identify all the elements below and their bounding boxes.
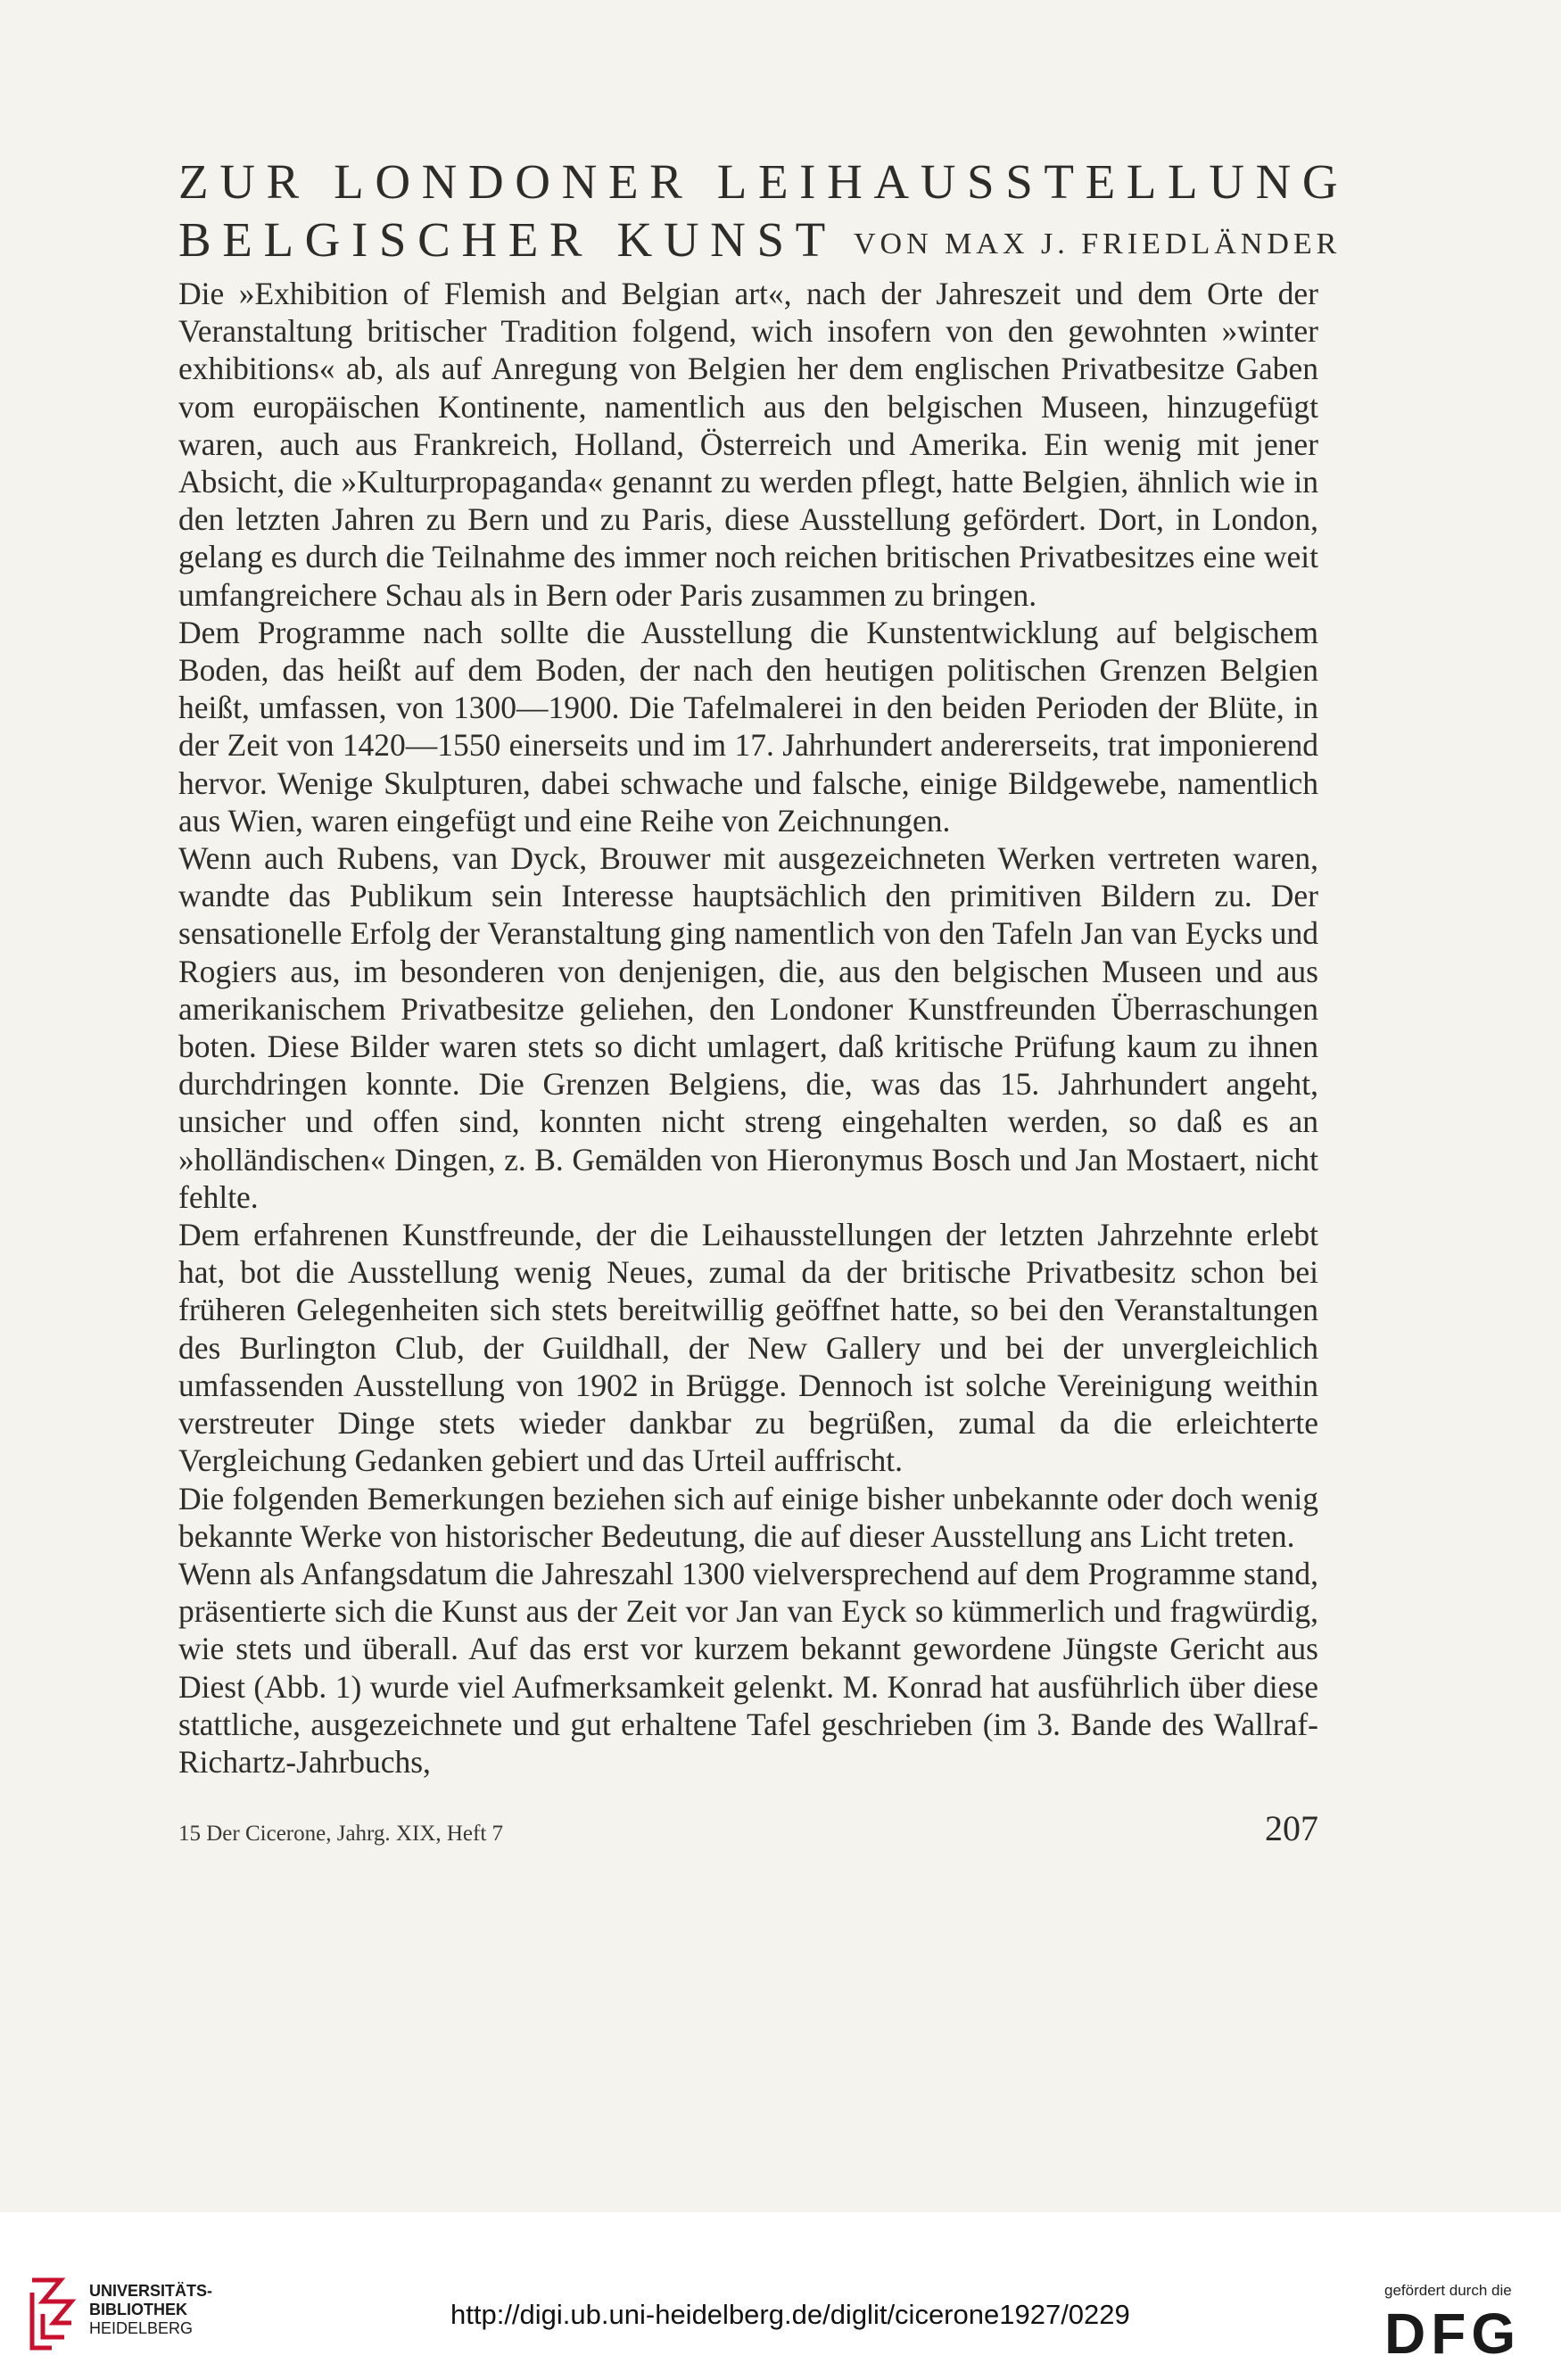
- paragraph: Wenn als Anfangsdatum die Jahreszahl 1300 vielversprechend auf dem Programme stand, präsentierte sich die Kunst aus der Zeit vor Jan van Eyck so kümmerlich und fragwürdig, wie stets und überall. Auf das erst vor kurzem bekannt gewordene Jüngste Gericht aus Diest (Abb. 1) wurde viel Aufmerksamkeit gelenkt. M. Konrad hat ausführlich über diese stattliche, ausgezeichnete und gut erhaltene Tafel geschrieben (im 3. Bande des Wallraf-Richartz-Jahrbuchs,: [178, 1555, 1318, 1780]
- paragraph: Die folgenden Bemerkungen beziehen sich auf einige bisher unbekannte oder doch wenig bekannte Werke von historischer Bedeutung, die auf dieser Ausstellung ans Licht treten.: [178, 1480, 1318, 1554]
- digitization-banner: [0, 2212, 1561, 2380]
- funding-caption: gefördert durch die: [1384, 2282, 1512, 2299]
- library-name-line: BIBLIOTHEK: [89, 2301, 187, 2318]
- page-number: 207: [1265, 1808, 1318, 1848]
- permalink-url[interactable]: http://digi.ub.uni-heidelberg.de/diglit/cicerone1927/0229: [450, 2299, 1130, 2330]
- article-title-line-2: BELGISCHER KUNST: [178, 212, 837, 267]
- library-name-line: HEIDELBERG: [89, 2319, 194, 2337]
- ub-heidelberg-logo-icon: [25, 2275, 80, 2353]
- article-author: VON MAX J. FRIEDLÄNDER: [854, 227, 1342, 260]
- footer-signature: 15 Der Cicerone, Jahrg. XIX, Heft 7: [178, 1822, 504, 1846]
- dfg-logo: DFG: [1384, 2301, 1522, 2366]
- paragraph: Wenn auch Rubens, van Dyck, Brouwer mit ausgezeichneten Werken vertreten waren, wandte das Publikum sein Interesse hauptsächlich den primitiven Bildern zu. Der sensationelle Erfolg der Veranstaltung ging namentlich von den Tafeln Jan van Eycks und Rogiers aus, im besonderen von denjenigen, die, aus den belgischen Museen und aus amerikanischem Privatbesitze geliehen, den Londoner Kunstfreunden Überraschungen boten. Diese Bilder waren stets so dicht umlagert, daß kritische Prüfung kaum zu ihnen durchdringen konnte. Die Grenzen Belgiens, die, was das 15. Jahrhundert angeht, unsicher und offen sind, konnten nicht streng eingehalten werden, so daß es an »holländischen« Dingen, z. B. Gemälden von Hieronymus Bosch und Jan Mostaert, nicht fehlte.: [178, 840, 1318, 1215]
- paragraph: Die »Exhibition of Flemish and Belgian art«, nach der Jahreszeit und dem Orte der Veranstaltung britischer Tradition folgend, wich insofern von den gewohnten »winter exhibitions« ab, als auf Anregung von Belgien her dem englischen Privatbesitze Gaben vom europäischen Kontinente, namentlich aus den belgischen Museen, hinzugefügt waren, auch aus Frankreich, Holland, Österreich und Amerika. Ein wenig mit jener Absicht, die »Kulturpropaganda« genannt zu werden pflegt, hatte Belgien, ähnlich wie in den letzten Jahren zu Bern und zu Paris, diese Ausstellung gefördert. Dort, in London, gelang es durch die Teilnahme des immer noch reichen britischen Privatbesitzes eine weit umfangreichere Schau als in Bern oder Paris zusammen zu bringen.: [178, 276, 1318, 613]
- library-name-line: UNIVERSITÄTS-: [89, 2282, 213, 2300]
- article-body: [178, 275, 1318, 1781]
- library-name: [89, 2282, 212, 2338]
- paragraph: Dem erfahrenen Kunstfreunde, der die Leihausstellungen der letzten Jahrzehnte erlebt hat, bot die Ausstellung wenig Neues, zumal da der britische Privatbesitz schon bei früheren Gelegenheiten sich stets bereitwillig geöffnet hatte, so bei den Veranstaltungen des Burlington Club, der Guildhall, der New Gallery und bei der unvergleichlich umfassenden Ausstellung von 1902 in Brügge. Dennoch ist solche Vereinigung weithin verstreuter Dinge stets wieder dankbar zu begrüßen, zumal da die erleichterte Vergleichung Gedanken gebiert und das Urteil auffrischt.: [178, 1217, 1318, 1479]
- paragraph: Dem Programme nach sollte die Ausstellung die Kunstentwicklung auf belgischem Boden, das heißt auf dem Boden, der nach den heutigen politischen Grenzen Belgien heißt, umfassen, von 1300—1900. Die Tafelmalerei in den beiden Perioden der Blüte, in der Zeit von 1420—1550 einerseits und im 17. Jahrhundert andererseits, trat imponierend hervor. Wenige Skulpturen, dabei schwache und falsche, einige Bildgewebe, namentlich aus Wien, waren eingefügt und eine Reihe von Zeichnungen.: [178, 614, 1318, 839]
- article-title-line-1: ZUR LONDONER LEIHAUSSTELLUNG: [178, 154, 1350, 209]
